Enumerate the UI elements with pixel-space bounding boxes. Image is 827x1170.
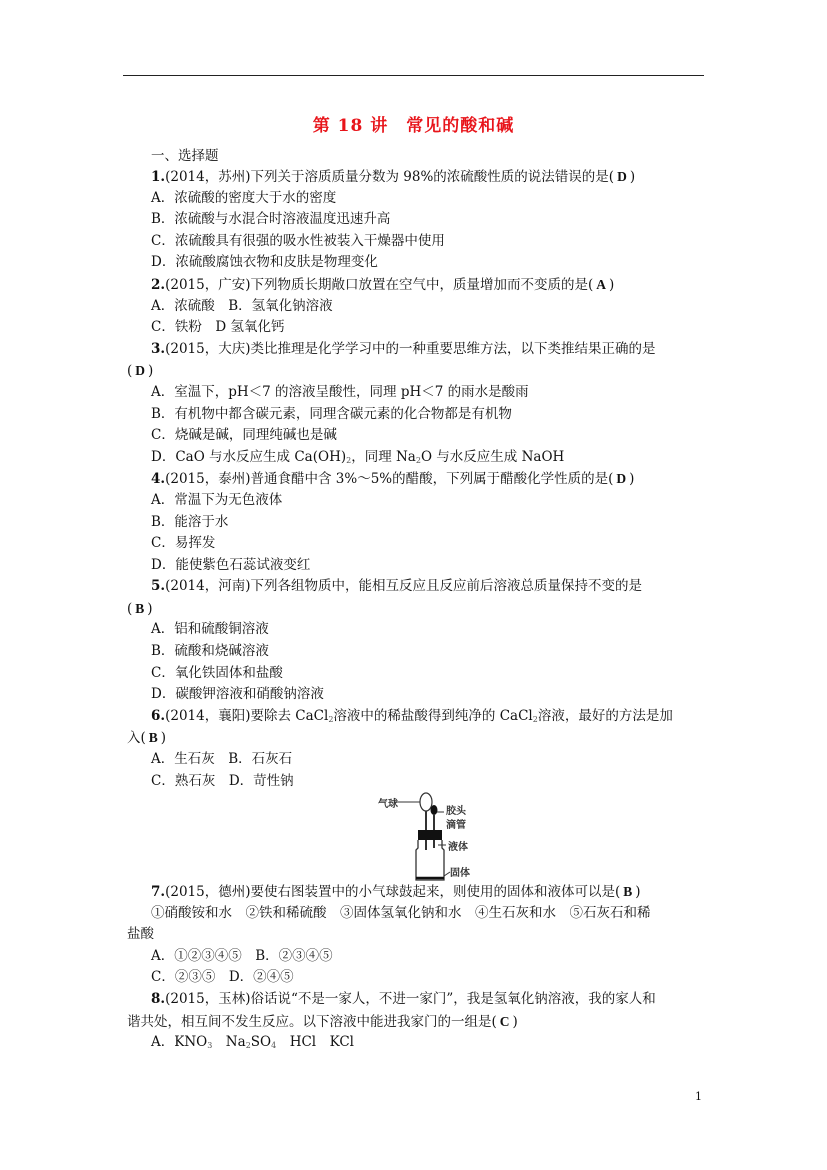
- questions-block-2: [127, 881, 707, 1054]
- text: D．能使紫色石蕊试液变红: [151, 556, 311, 573]
- text: (2015，广安)下列物质长期敞口放置在空气中，质量增加而不变质的是(: [165, 276, 594, 293]
- answer-key: D: [135, 363, 146, 379]
- label-liquid: 液体: [448, 842, 468, 853]
- text: B．能溶于水: [151, 513, 229, 530]
- answer-option: [127, 533, 707, 555]
- answer-option: [127, 188, 707, 210]
- text: C．浓硫酸具有很强的吸水性被装入干燥器中使用: [151, 232, 445, 249]
- text: ): [512, 1013, 518, 1030]
- question-stem: [127, 706, 707, 728]
- text: HCl KCl: [276, 1034, 354, 1051]
- question-number: 2.: [151, 276, 166, 293]
- question-number: 4.: [151, 471, 166, 488]
- label-balloon: 气球: [378, 799, 398, 810]
- subscript: 2: [532, 714, 538, 724]
- text: (: [127, 363, 133, 380]
- answer-option: [127, 425, 707, 447]
- text: ): [609, 276, 615, 293]
- text: 入(: [127, 730, 146, 747]
- continuation-line: [127, 598, 707, 620]
- question-stem: [127, 166, 707, 188]
- subscript: 2: [328, 714, 334, 724]
- text: (2015，玉林)俗话说“不是一家人，不进一家门”，我是氢氧化钠溶液，我的家人和: [165, 990, 656, 1007]
- text: (2015，德州)要使右图装置中的小气球鼓起来，则使用的固体和液体可以是(: [165, 884, 621, 900]
- text: (2014，河南)下列各组物质中，能相互反应且反应前后溶液总质量保持不变的是: [165, 578, 642, 595]
- text: SO: [250, 1034, 272, 1051]
- text: ①硝酸铵和水 ②铁和稀硫酸 ③固体氢氧化钠和水 ④生石灰和水 ⑤石灰石和稀: [151, 904, 651, 921]
- question-stem: [127, 339, 707, 361]
- text: (2014，苏州)下列关于溶质质量分数为 98%的浓硫酸性质的说法错误的是(: [165, 169, 615, 185]
- continuation-line: [127, 1011, 707, 1033]
- text: (2015，泰州)普通食醋中含 3%～5%的醋酸，下列属于醋酸化学性质的是(: [165, 471, 614, 488]
- continuation-line: [127, 360, 707, 382]
- text: A．①②③④⑤ B．②③④⑤: [151, 947, 333, 964]
- answer-key: D: [616, 471, 627, 487]
- text: B．浓硫酸与水混合时溶液温度迅速升高: [151, 211, 391, 228]
- text: C．烧碱是碱，同理纯碱也是碱: [151, 427, 337, 444]
- answer-option: [127, 946, 707, 968]
- text: A．室温下，pH＜7 的溶液呈酸性，同理 pH＜7 的雨水是酸雨: [151, 383, 529, 400]
- answer-option: [127, 663, 707, 685]
- header-rule: [123, 75, 704, 76]
- text: 溶液中的稀盐酸得到纯净的 CaCl: [333, 707, 533, 724]
- question-number: 3.: [151, 340, 166, 357]
- answer-option: [127, 317, 707, 339]
- answer-option: [127, 404, 707, 426]
- text: ): [147, 600, 153, 617]
- text: ): [629, 471, 635, 488]
- subscript: 2: [245, 1041, 251, 1051]
- text: (2015，大庆)类比推理是化学学习中的一种重要思维方法，以下类推结果正确的是: [165, 340, 656, 357]
- text: O 与水反应生成 NaOH: [420, 448, 565, 465]
- text: C．易挥发: [151, 535, 216, 552]
- text: B．有机物中都含碳元素，同理含碳元素的化合物都是有机物: [151, 405, 512, 422]
- text: 盐酸: [127, 926, 154, 943]
- text: ): [160, 730, 167, 747]
- answer-option: [127, 771, 707, 793]
- answer-option: [127, 490, 707, 512]
- text: C．熟石灰 D．苛性钠: [151, 772, 294, 789]
- subscript: 2: [415, 455, 421, 465]
- text: ): [629, 169, 636, 185]
- question-stem: [127, 274, 707, 296]
- answer-option: [127, 903, 707, 925]
- questions-block-1: [127, 166, 707, 792]
- page-title: 第 18 讲 常见的酸和碱: [312, 116, 515, 136]
- label-dropper-1: 胶头: [446, 806, 466, 817]
- text: A．浓硫酸 B．氢氧化钠溶液: [151, 297, 333, 314]
- subscript: 3: [207, 1041, 213, 1051]
- question-stem: [127, 468, 707, 490]
- text: 谐共处，相互间不发生反应。以下溶液中能进我家门的一组是(: [127, 1013, 497, 1030]
- answer-option: [127, 447, 707, 469]
- answer-option: [127, 967, 707, 989]
- answer-option: [127, 512, 707, 534]
- text: D．碳酸钾溶液和硝酸钠溶液: [151, 686, 324, 703]
- question-stem: [127, 989, 707, 1011]
- answer-option: [127, 209, 707, 231]
- apparatus-figure: [370, 790, 490, 882]
- text: Na: [212, 1034, 246, 1051]
- answer-option: [127, 231, 707, 253]
- text: C．铁粉 D 氢氧化钙: [151, 319, 285, 336]
- answer-option: [127, 555, 707, 577]
- text: A．生石灰 B．石灰石: [151, 751, 293, 768]
- answer-key: C: [499, 1013, 510, 1029]
- continuation-line: [127, 727, 707, 749]
- question-number: 7.: [151, 884, 166, 900]
- text: A．KNO: [151, 1034, 208, 1051]
- text: ): [635, 884, 641, 900]
- answer-key: D: [617, 169, 627, 184]
- subscript: 4: [271, 1041, 277, 1051]
- text: (2014，襄阳)要除去 CaCl: [165, 707, 329, 724]
- text: B．硫酸和烧碱溶液: [151, 643, 269, 660]
- text: ): [148, 363, 154, 380]
- question-stem: [127, 881, 707, 903]
- question-number: 5.: [151, 578, 166, 595]
- answer-key: B: [135, 600, 145, 616]
- text: A．铝和硫酸铜溶液: [151, 621, 269, 638]
- question-stem: [127, 576, 707, 598]
- label-solid: 固体: [450, 868, 470, 879]
- text: (: [127, 600, 133, 617]
- answer-option: [127, 382, 707, 404]
- answer-option: [127, 749, 707, 771]
- page-number: 1: [695, 1090, 702, 1103]
- answer-option: [127, 1032, 707, 1054]
- answer-option: [127, 684, 707, 706]
- answer-option: [127, 252, 707, 274]
- text: C．②③⑤ D．②④⑤: [151, 969, 294, 986]
- text: A．常温下为无色液体: [151, 491, 283, 508]
- answer-option: [127, 296, 707, 318]
- answer-key: B: [148, 730, 158, 746]
- label-dropper-2: 滴管: [446, 820, 466, 831]
- text: D．CaO 与水反应生成 Ca(OH): [151, 448, 347, 465]
- question-number: 6.: [151, 707, 166, 724]
- continuation-line: [127, 924, 707, 946]
- answer-option: [127, 619, 707, 641]
- question-number: 1.: [151, 169, 166, 185]
- text: A．浓硫酸的密度大于水的密度: [151, 189, 337, 206]
- subscript: 2: [346, 455, 352, 465]
- question-number: 8.: [151, 990, 166, 1007]
- text: C．氧化铁固体和盐酸: [151, 664, 283, 681]
- answer-key: B: [623, 884, 633, 899]
- text: 溶液，最好的方法是加: [537, 707, 673, 724]
- text: ，同理 Na: [351, 448, 416, 465]
- text: D．浓硫酸腐蚀衣物和皮肤是物理变化: [151, 254, 378, 271]
- section-heading: 一、选择题: [151, 148, 219, 164]
- answer-key: A: [596, 276, 606, 292]
- answer-option: [127, 641, 707, 663]
